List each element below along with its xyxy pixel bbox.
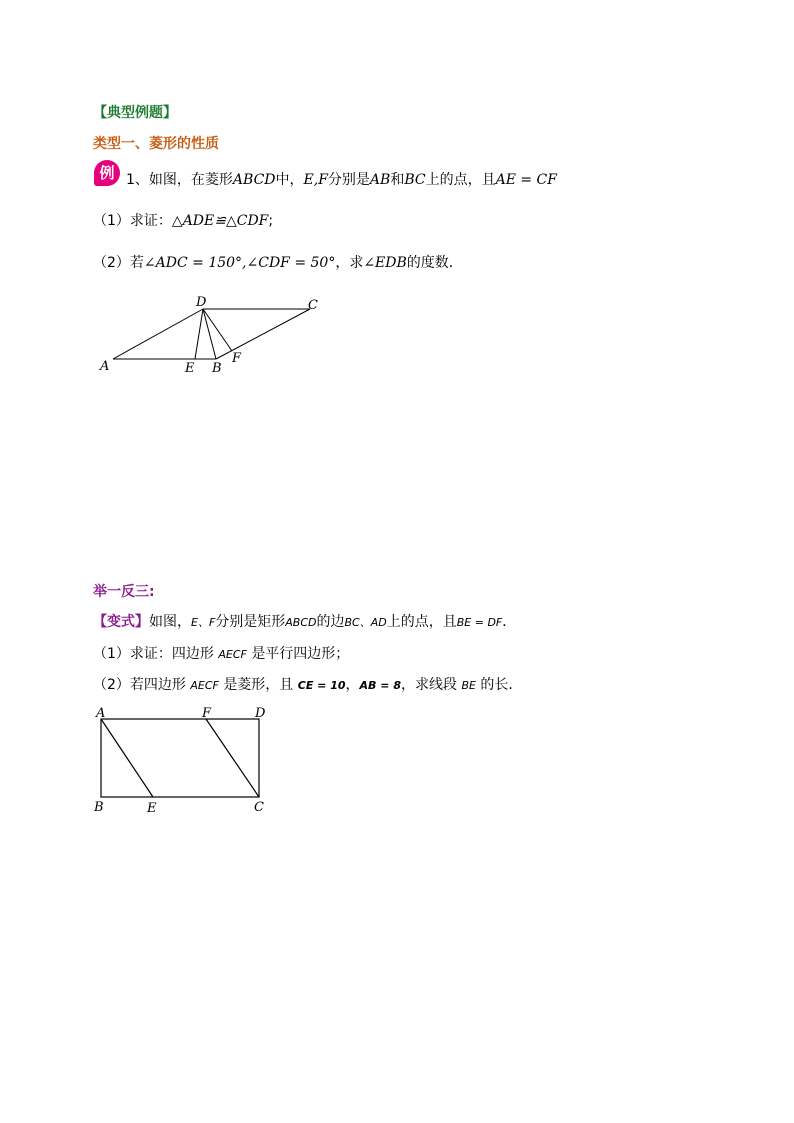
rhombus-figure: [95, 290, 335, 380]
label-A: A: [96, 706, 106, 721]
label-B: B: [94, 800, 104, 815]
example-question-2: （2）若∠ADC = 150°,∠CDF = 50°，求∠EDB的度数．: [93, 255, 463, 271]
label-E: E: [185, 361, 195, 376]
variant-intro: 【变式】如图，E、F分别是矩形ABCD的边BC、AD上的点，且BE = DF．: [93, 614, 517, 630]
type-title: 类型一、菱形的性质: [93, 136, 219, 152]
variant-section-title: 举一反三:: [93, 584, 155, 600]
example-badge: 例: [94, 160, 120, 186]
label-F: F: [202, 706, 212, 721]
variant-question-2: （2）若四边形 AECF 是菱形，且 CE = 10，AB = 8，求线段 BE 的长．: [93, 677, 523, 693]
example-intro: 1、如图，在菱形ABCD中，E,F分别是AB和BC上的点，且AE = CF: [126, 172, 557, 188]
label-F: F: [232, 351, 242, 366]
label-A: A: [100, 359, 110, 374]
label-B: B: [212, 361, 222, 376]
variant-question-1: （1）求证：四边形 AECF 是平行四边形；: [93, 646, 350, 662]
rectangle-figure: [88, 700, 278, 820]
section-heading: 【典型例题】: [93, 105, 177, 121]
label-C: C: [254, 800, 264, 815]
label-D: D: [255, 706, 266, 721]
example-question-1: （1）求证：△ADE≌△CDF;: [93, 213, 274, 229]
label-C: C: [308, 298, 318, 313]
label-D: D: [196, 295, 207, 310]
label-E: E: [147, 801, 157, 816]
